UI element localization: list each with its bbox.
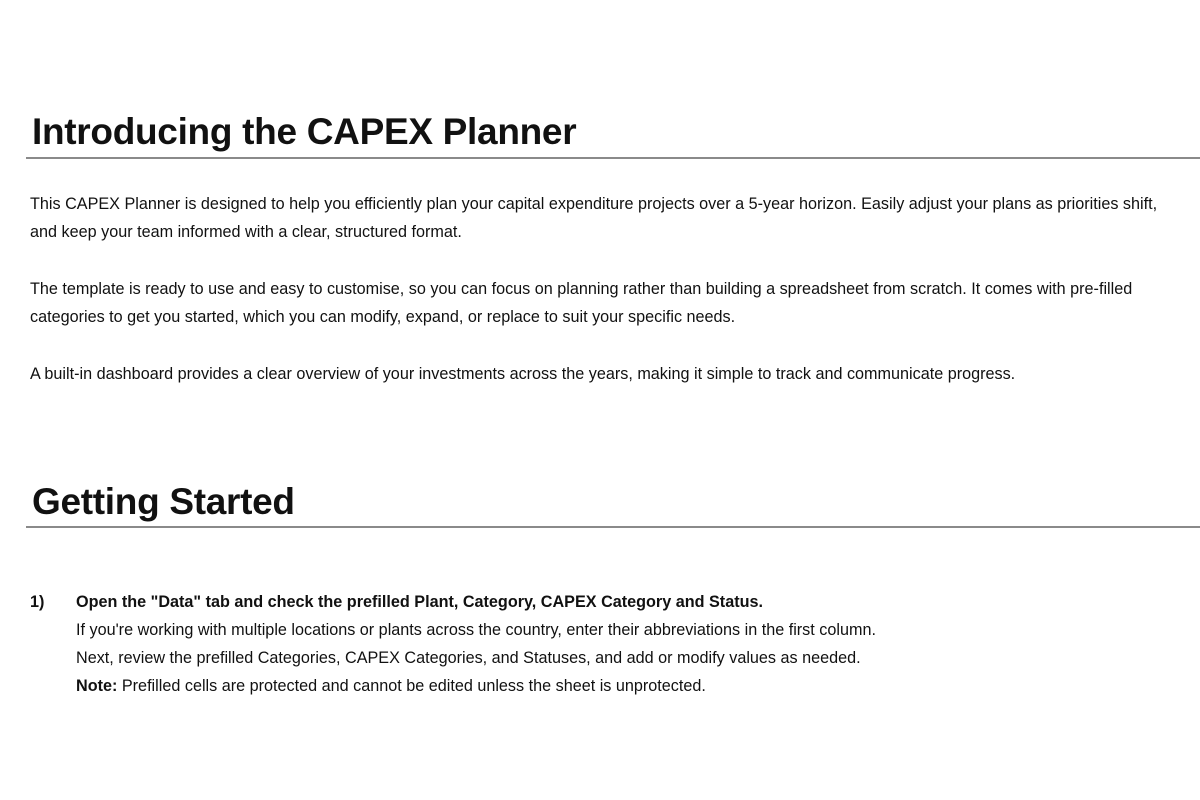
step-note-text: Prefilled cells are protected and cannot be edited unless the sheet is unprotected.	[117, 677, 706, 695]
step-line-1: If you're working with multiple locations or plants across the country, enter their abbreviations in the first column.	[76, 621, 876, 639]
intro-heading: Introducing the CAPEX Planner	[32, 111, 577, 152]
step-line-2: Next, review the prefilled Categories, CAPEX Categories, and Statuses, and add or modify values as needed.	[76, 649, 861, 667]
step-number: 1)	[30, 593, 45, 611]
getting-started-heading: Getting Started	[32, 481, 295, 522]
step-note-label: Note:	[76, 677, 118, 695]
step-title: Open the "Data" tab and check the prefilled Plant, Category, CAPEX Category and Status.	[76, 593, 763, 611]
step-body	[76, 588, 1176, 700]
intro-heading-rule	[26, 157, 1200, 159]
intro-paragraph-3: A built-in dashboard provides a clear overview of your investments across the years, making it simple to track and communicate progress.	[30, 365, 1016, 383]
intro-paragraph-2: The template is ready to use and easy to customise, so you can focus on planning rather than building a spreadsheet from scratch. It comes with pre-filled categories to get you started, which you can modify, expand, or replace to suit your specific needs.	[30, 280, 1133, 326]
intro-paragraph-1: This CAPEX Planner is designed to help you efficiently plan your capital expenditure projects over a 5-year horizon. Easily adjust your plans as priorities shift, and keep your team informed with a clear, structured format.	[30, 195, 1158, 241]
getting-started-heading-rule	[26, 526, 1200, 528]
step-note	[76, 672, 1176, 700]
